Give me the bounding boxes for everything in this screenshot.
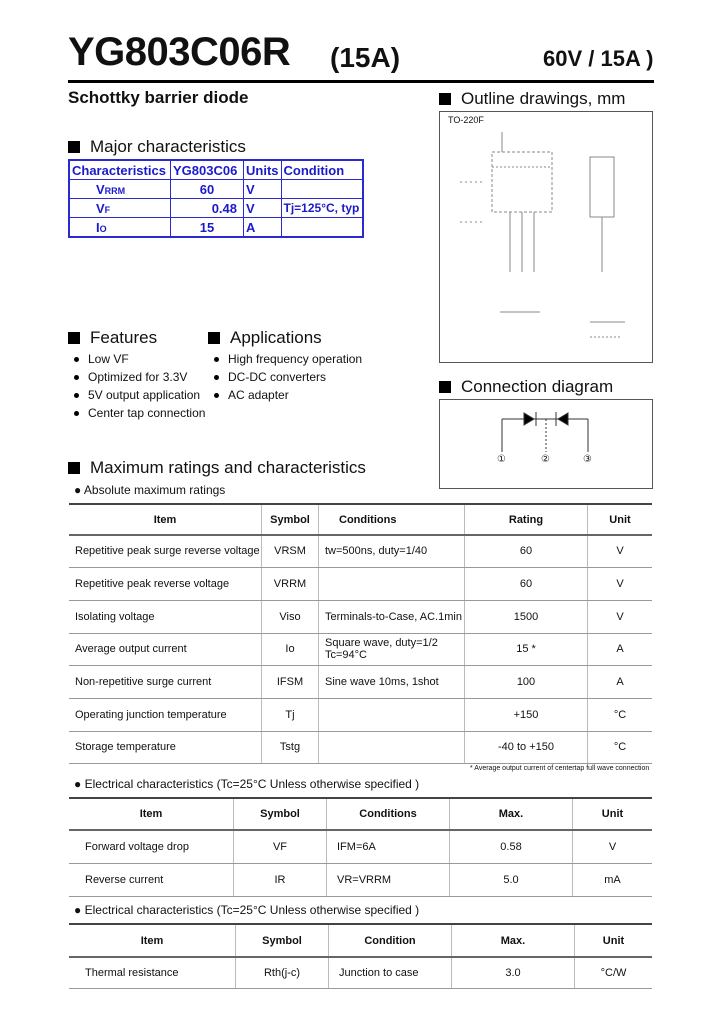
features-list bbox=[68, 352, 205, 424]
list-item: Center tap connection bbox=[68, 406, 205, 424]
square-bullet-icon bbox=[68, 141, 80, 153]
symbol-cell: Io bbox=[262, 633, 319, 665]
connection-heading bbox=[439, 377, 613, 397]
col-header: Units bbox=[244, 160, 282, 180]
unit-cell: °C/W bbox=[575, 957, 653, 988]
table-row bbox=[69, 863, 652, 896]
symbol-cell: VRSM bbox=[262, 535, 319, 567]
value-cell: -40 to +150 bbox=[465, 731, 588, 763]
heading-text: Features bbox=[90, 328, 158, 347]
footnote: * Average output current of centertap full wave connection bbox=[470, 765, 650, 772]
pin-label: ② bbox=[541, 454, 550, 465]
condition-cell bbox=[319, 567, 465, 600]
item-cell: Average output current bbox=[69, 633, 262, 665]
item-cell: Isolating voltage bbox=[69, 600, 262, 633]
col-header: Symbol bbox=[234, 798, 327, 830]
unit-cell: V bbox=[588, 567, 653, 600]
part-current: (15A) bbox=[330, 42, 401, 73]
heading-text: Outline drawings, mm bbox=[461, 89, 626, 108]
char-condition bbox=[281, 218, 363, 238]
applications-list bbox=[208, 352, 362, 406]
char-value: 60 bbox=[171, 180, 244, 199]
symbol-cell: VRRM bbox=[262, 567, 319, 600]
pin-label: ③ bbox=[583, 454, 592, 465]
heading-text: Connection diagram bbox=[461, 377, 614, 396]
electrical-table bbox=[69, 797, 652, 897]
header-rule bbox=[68, 80, 654, 83]
symbol-cell: Tj bbox=[262, 698, 319, 731]
symbol-cell: Tstg bbox=[262, 731, 319, 763]
value-cell: 60 bbox=[465, 567, 588, 600]
symbol-cell: IR bbox=[234, 863, 327, 896]
value-cell: 5.0 bbox=[450, 863, 573, 896]
square-bullet-icon bbox=[208, 332, 220, 344]
elec2-caption: ● Electrical characteristics (Tc=25°C Unless otherwise specified ) bbox=[74, 903, 420, 917]
square-bullet-icon bbox=[68, 462, 80, 474]
item-cell: Non-repetitive surge current bbox=[69, 665, 262, 698]
symbol-cell: VF bbox=[234, 830, 327, 863]
col-header: Item bbox=[69, 798, 234, 830]
table-row bbox=[69, 535, 652, 567]
table-row bbox=[69, 698, 652, 731]
table-row bbox=[69, 567, 652, 600]
list-item: Low VF bbox=[68, 352, 205, 370]
unit-cell: °C bbox=[588, 698, 653, 731]
condition-cell: Junction to case bbox=[329, 957, 452, 988]
table-row bbox=[69, 600, 652, 633]
item-cell: Repetitive peak reverse voltage bbox=[69, 567, 262, 600]
col-header: Condition bbox=[281, 160, 363, 180]
item-cell: Operating junction temperature bbox=[69, 698, 262, 731]
condition-cell bbox=[319, 731, 465, 763]
value-cell: +150 bbox=[465, 698, 588, 731]
value-cell: 100 bbox=[465, 665, 588, 698]
square-bullet-icon bbox=[68, 332, 80, 344]
list-item: High frequency operation bbox=[208, 352, 362, 370]
list-item: DC-DC converters bbox=[208, 370, 362, 388]
condition-cell: tw=500ns, duty=1/40 bbox=[319, 535, 465, 567]
unit-cell: A bbox=[588, 665, 653, 698]
col-header: Unit bbox=[588, 504, 653, 535]
unit-cell: mA bbox=[573, 863, 653, 896]
item-cell: Repetitive peak surge reverse voltage bbox=[69, 535, 262, 567]
char-symbol: VF bbox=[69, 199, 171, 218]
col-header: Max. bbox=[452, 924, 575, 957]
caption-text: Absolute maximum ratings bbox=[83, 483, 226, 497]
connection-diagram-svg bbox=[440, 400, 652, 488]
caption-text: Electrical characteristics (Tc=25°C Unless otherwise specified ) bbox=[84, 903, 420, 917]
col-header: Unit bbox=[573, 798, 653, 830]
package-label: TO-220F bbox=[448, 115, 484, 125]
col-header: Symbol bbox=[262, 504, 319, 535]
symbol-cell: Viso bbox=[262, 600, 319, 633]
table-row bbox=[69, 731, 652, 763]
table-row bbox=[69, 633, 652, 665]
max-ratings-heading bbox=[68, 458, 366, 478]
value-cell: 1500 bbox=[465, 600, 588, 633]
abs-max-caption: ● Absolute maximum ratings bbox=[74, 483, 226, 497]
unit-cell: V bbox=[588, 600, 653, 633]
caption-text: Electrical characteristics (Tc=25°C Unless otherwise specified ) bbox=[84, 777, 420, 791]
char-symbol: IO bbox=[69, 218, 171, 238]
symbol-cell: Rth(j-c) bbox=[236, 957, 329, 988]
col-header: Conditions bbox=[319, 504, 465, 535]
outline-drawing-svg bbox=[440, 112, 652, 362]
pin-label: ① bbox=[497, 454, 506, 465]
thermal-table bbox=[69, 923, 652, 989]
list-item: 5V output application bbox=[68, 388, 205, 406]
char-condition bbox=[281, 180, 363, 199]
col-header: Unit bbox=[575, 924, 653, 957]
col-header: Item bbox=[69, 924, 236, 957]
col-header: YG803C06 bbox=[171, 160, 244, 180]
item-cell: Thermal resistance bbox=[69, 957, 236, 988]
unit-cell: V bbox=[588, 535, 653, 567]
table-row bbox=[69, 665, 652, 698]
subtitle: Schottky barrier diode bbox=[68, 88, 249, 107]
heading-text: Maximum ratings and characteristics bbox=[90, 458, 366, 477]
applications-heading bbox=[208, 328, 322, 348]
condition-cell: IFM=6A bbox=[327, 830, 450, 863]
elec1-caption: ● Electrical characteristics (Tc=25°C Unless otherwise specified ) bbox=[74, 777, 420, 791]
major-characteristics-table bbox=[68, 159, 364, 238]
value-cell: 60 bbox=[465, 535, 588, 567]
col-header: Symbol bbox=[236, 924, 329, 957]
col-header: Characteristics bbox=[69, 160, 171, 180]
item-cell: Storage temperature bbox=[69, 731, 262, 763]
square-bullet-icon bbox=[439, 93, 451, 105]
list-item: AC adapter bbox=[208, 388, 362, 406]
part-number: YG803C06R bbox=[68, 30, 291, 74]
char-value: 0.48 bbox=[171, 199, 244, 218]
condition-cell: Sine wave 10ms, 1shot bbox=[319, 665, 465, 698]
char-unit: V bbox=[244, 199, 282, 218]
char-unit: A bbox=[244, 218, 282, 238]
col-header: Rating bbox=[465, 504, 588, 535]
char-value: 15 bbox=[171, 218, 244, 238]
item-cell: Forward voltage drop bbox=[69, 830, 234, 863]
char-symbol: VRRM bbox=[69, 180, 171, 199]
col-header: Conditions bbox=[327, 798, 450, 830]
col-header: Item bbox=[69, 504, 262, 535]
square-bullet-icon bbox=[439, 381, 451, 393]
condition-cell: VR=VRRM bbox=[327, 863, 450, 896]
features-heading bbox=[68, 328, 157, 348]
char-condition: Tj=125°C, typ bbox=[281, 199, 363, 218]
symbol-cell: IFSM bbox=[262, 665, 319, 698]
abs-max-table bbox=[69, 503, 652, 764]
condition-cell bbox=[319, 698, 465, 731]
value-cell: 0.58 bbox=[450, 830, 573, 863]
major-characteristics-heading bbox=[68, 137, 246, 157]
heading-text: Applications bbox=[230, 328, 322, 347]
heading-text: Major characteristics bbox=[90, 137, 246, 156]
col-header: Max. bbox=[450, 798, 573, 830]
outline-heading bbox=[439, 89, 625, 109]
condition-cell: Square wave, duty=1/2 Tc=94°C bbox=[319, 633, 465, 665]
connection-diagram bbox=[439, 399, 653, 489]
char-unit: V bbox=[244, 180, 282, 199]
item-cell: Reverse current bbox=[69, 863, 234, 896]
unit-cell: V bbox=[573, 830, 653, 863]
list-item: Optimized for 3.3V bbox=[68, 370, 205, 388]
condition-cell: Terminals-to-Case, AC.1min bbox=[319, 600, 465, 633]
value-cell: 3.0 bbox=[452, 957, 575, 988]
value-cell: 15 * bbox=[465, 633, 588, 665]
part-rating: 60V / 15A ) bbox=[543, 46, 654, 71]
table-row bbox=[69, 830, 652, 863]
outline-drawing bbox=[439, 111, 653, 363]
table-row bbox=[69, 957, 652, 988]
col-header: Condition bbox=[329, 924, 452, 957]
unit-cell: A bbox=[588, 633, 653, 665]
unit-cell: °C bbox=[588, 731, 653, 763]
